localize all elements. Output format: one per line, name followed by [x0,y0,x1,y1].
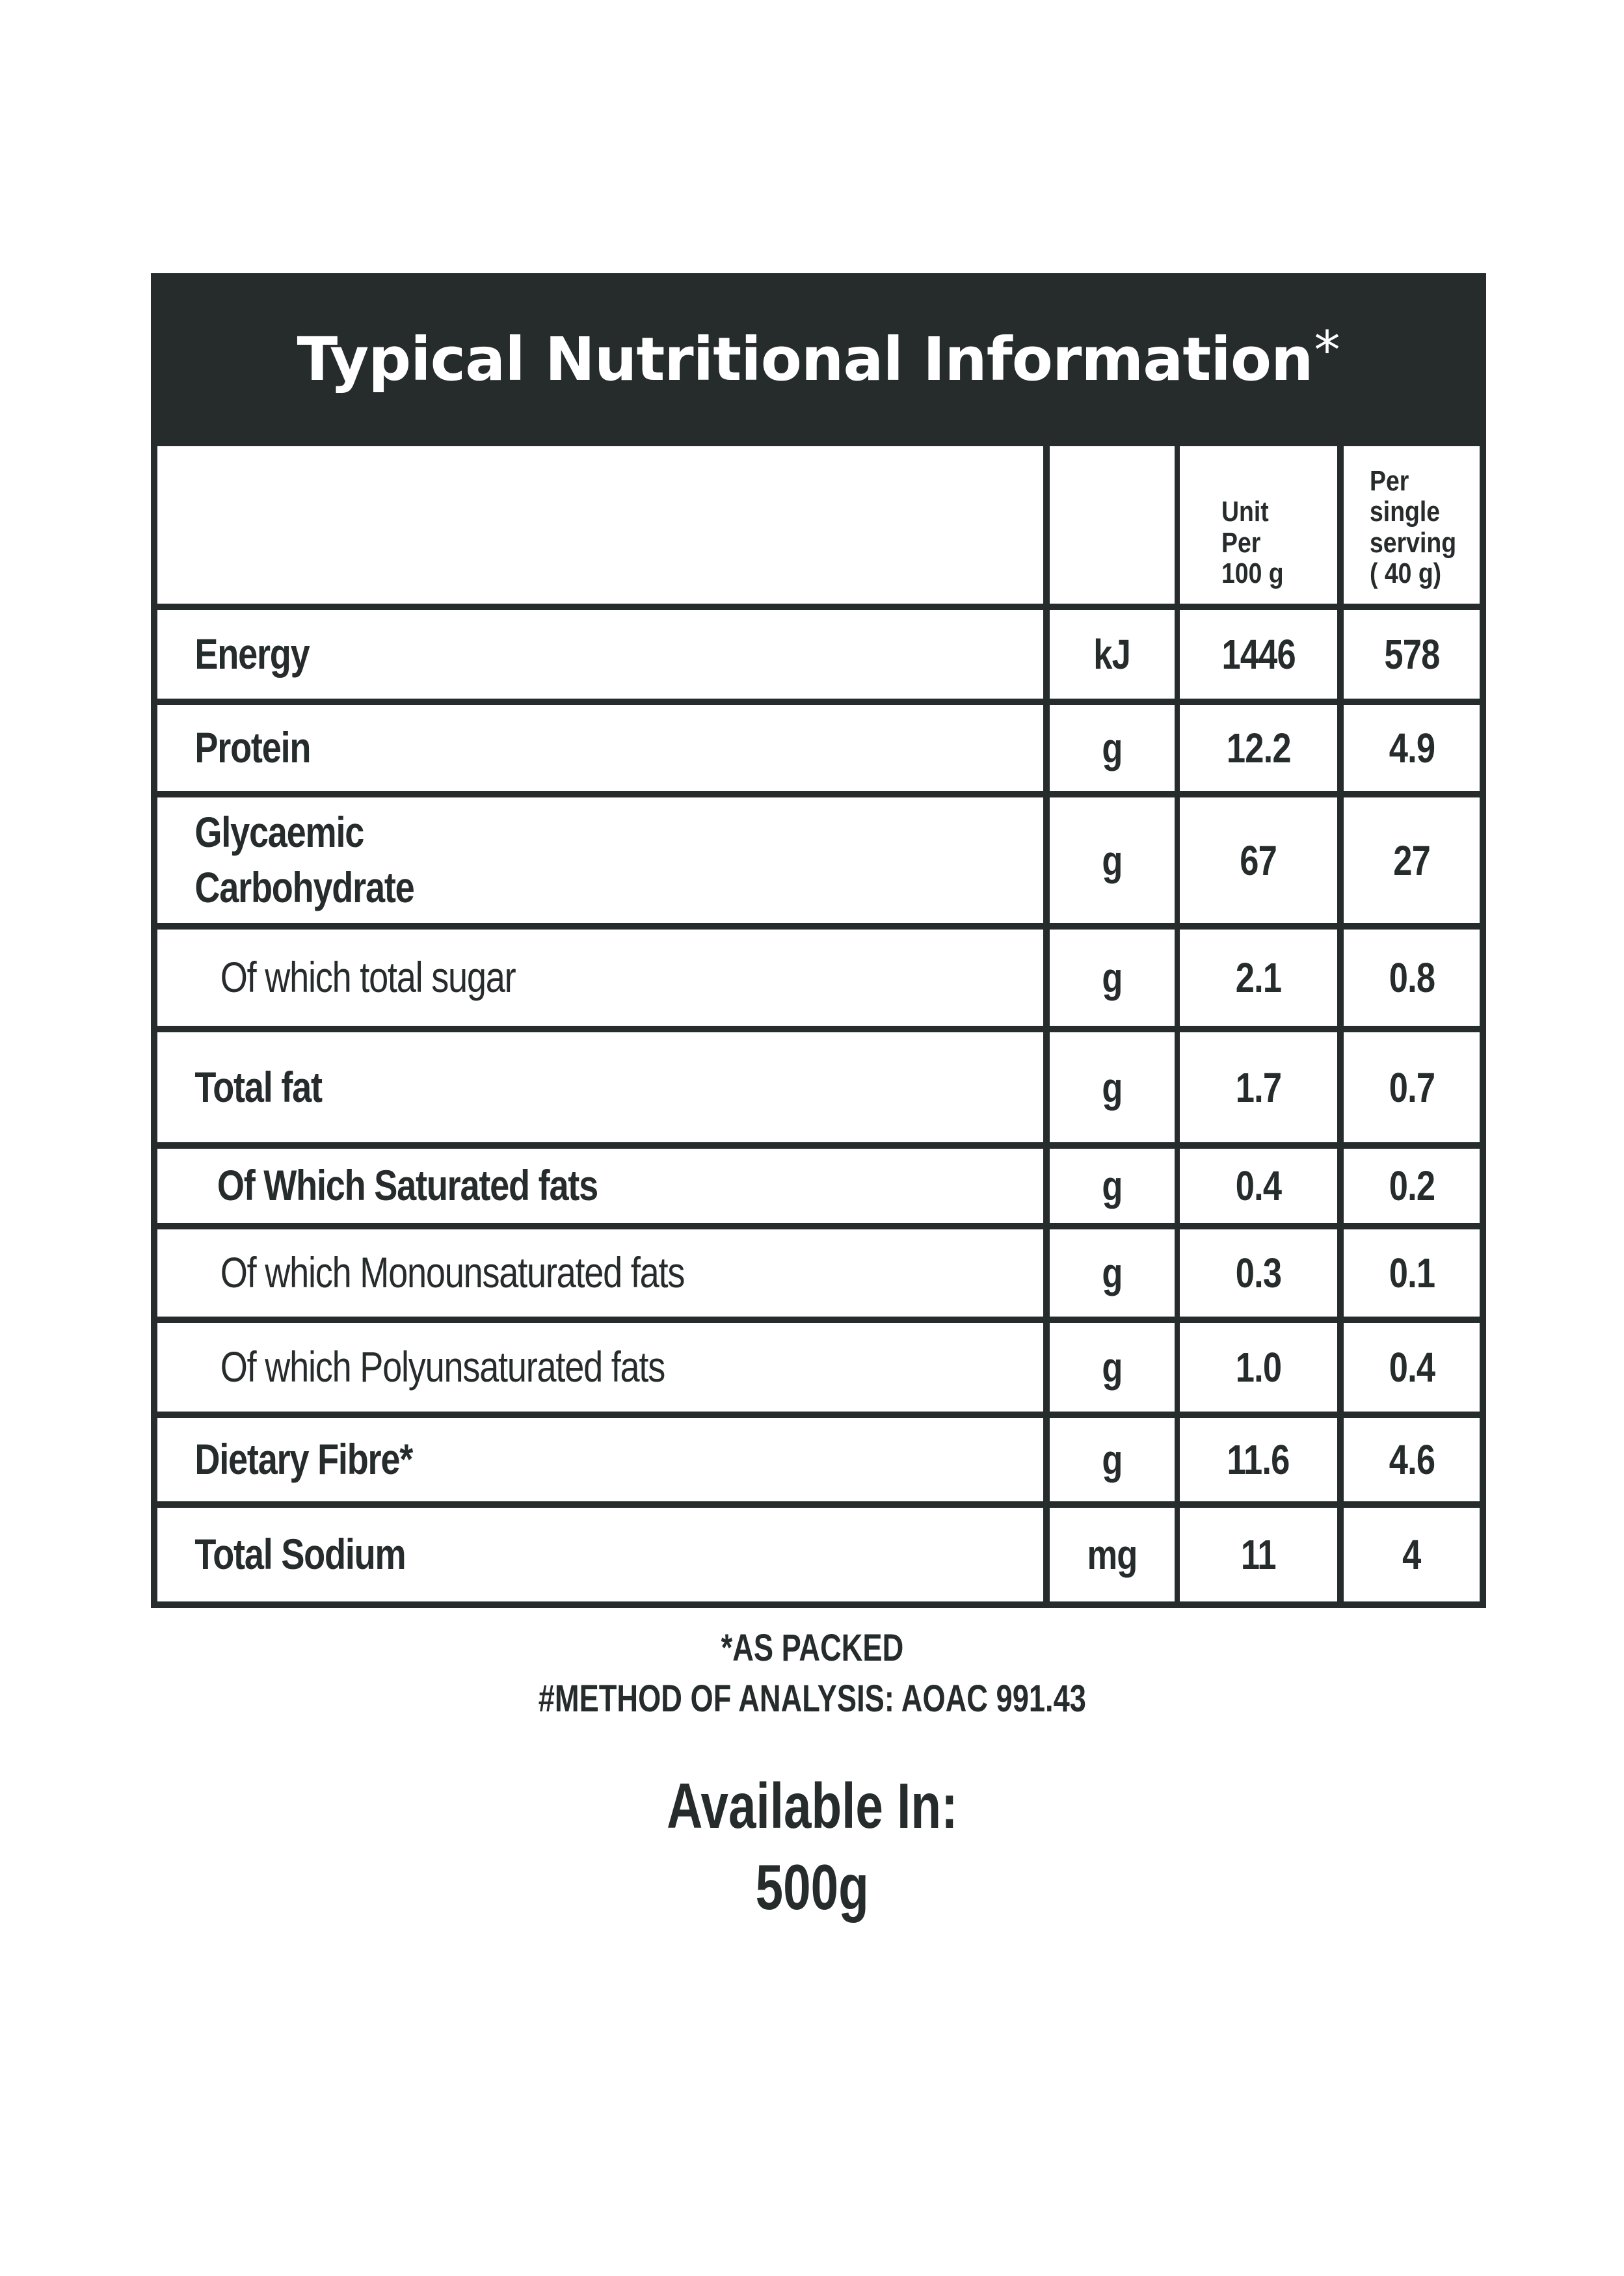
value-per-serving-text: 4.6 [1389,1436,1435,1483]
value-per-serving [1344,797,1480,923]
value-per-serving-text: 578 [1383,631,1440,678]
nutrient-name [157,705,1043,791]
header-line: serving [1370,526,1457,559]
value-per-100g [1180,930,1337,1026]
value-per-100g [1180,1418,1337,1501]
nutrient-unit-text: g [1102,1064,1123,1111]
value-per-100g-text: 1446 [1221,631,1296,678]
nutrient-unit [1050,610,1175,699]
nutrient-unit [1050,1032,1175,1142]
value-per-100g-text: 12.2 [1226,725,1291,771]
nutrient-unit [1050,1229,1175,1317]
nutrient-unit-text: g [1102,1436,1123,1483]
header-line: ( 40 g) [1370,557,1442,590]
value-per-serving [1344,1508,1480,1601]
nutrition-table [151,273,1486,1608]
nutrient-name-line: Of which Monounsaturated fats [220,1248,685,1297]
value-per-100g-text: 67 [1240,837,1277,884]
table-title-bar [155,277,1482,441]
nutrient-unit [1050,1418,1175,1501]
value-per-serving [1344,1032,1480,1142]
value-per-serving [1344,1323,1480,1412]
nutrient-unit-text: g [1102,1344,1123,1391]
header-per-serving [1344,446,1480,604]
nutrient-unit-text: g [1102,1162,1123,1209]
value-per-100g-text: 1.7 [1235,1064,1282,1111]
nutrient-name [157,1229,1043,1317]
title-asterisk: * [1314,319,1340,381]
nutrient-unit [1050,705,1175,791]
value-per-100g [1180,1323,1337,1412]
nutrient-name-line: Of which Polyunsaturated fats [220,1343,665,1391]
nutrient-name [157,1032,1043,1142]
value-per-serving-text: 4.9 [1389,725,1435,771]
value-per-100g-text: 11 [1241,1531,1276,1578]
nutrient-name [157,1508,1043,1601]
nutrient-name [157,797,1043,923]
table-title: Typical Nutritional Information [297,324,1313,394]
header-line: 100 g [1221,557,1284,590]
nutrient-unit [1050,1323,1175,1412]
value-per-serving-text: 4 [1402,1531,1421,1578]
header-per-100g [1180,446,1337,604]
nutrient-name [157,930,1043,1026]
value-per-serving-text: 0.4 [1389,1344,1435,1391]
header-line: Unit [1221,496,1269,528]
value-per-serving-text: 0.1 [1389,1250,1435,1296]
header-unit-cell [1050,446,1175,604]
value-per-serving [1344,1149,1480,1223]
value-per-100g [1180,610,1337,699]
value-per-serving-text: 27 [1393,837,1430,884]
nutrient-unit-text: g [1102,954,1123,1001]
nutrient-name-line: Of Which Saturated fats [217,1161,598,1210]
nutrient-unit-text: g [1102,837,1123,884]
nutrient-unit-text: kJ [1093,631,1131,678]
value-per-serving [1344,705,1480,791]
nutrient-name [157,1149,1043,1223]
nutrient-name [157,1418,1043,1501]
as-packed-note: *AS PACKED [721,1627,903,1669]
nutrient-unit [1050,930,1175,1026]
value-per-serving [1344,610,1480,699]
nutrient-name-line: Total fat [194,1062,322,1111]
value-per-100g-text: 0.3 [1235,1250,1282,1296]
value-per-100g [1180,1508,1337,1601]
value-per-100g-text: 1.0 [1235,1344,1282,1391]
nutrient-name-line: Glycaemic [194,807,364,856]
value-per-100g [1180,705,1337,791]
nutrient-unit-text: g [1102,1250,1123,1296]
header-line: single [1370,496,1441,528]
nutrient-name-line: Energy [194,630,310,678]
value-per-serving-text: 0.7 [1389,1064,1435,1111]
value-per-100g-text: 11.6 [1227,1436,1290,1483]
nutrient-name-line: Total Sodium [194,1530,406,1579]
nutrient-unit-text: mg [1087,1531,1138,1578]
value-per-100g [1180,797,1337,923]
value-per-serving [1344,1229,1480,1317]
value-per-100g [1180,1229,1337,1317]
value-per-serving-text: 0.8 [1389,954,1435,1001]
nutrient-unit [1050,1149,1175,1223]
nutrient-unit [1050,797,1175,923]
value-per-100g-text: 2.1 [1235,954,1282,1001]
nutrient-name [157,610,1043,699]
method-note: #METHOD OF ANALYSIS: AOAC 991.43 [538,1678,1086,1720]
nutrient-unit-text: g [1102,725,1123,771]
nutrient-unit [1050,1508,1175,1601]
nutrient-name [157,1323,1043,1412]
pack-size: 500g [755,1851,869,1923]
header-line: Per [1370,464,1409,497]
value-per-100g-text: 0.4 [1235,1162,1282,1209]
nutrient-name-line: Protein [194,723,311,772]
nutrient-name-line: Dietary Fibre* [194,1435,413,1484]
available-in-label: Available In: [666,1770,958,1841]
value-per-serving-text: 0.2 [1389,1162,1435,1209]
nutrient-name-line: Of which total sugar [220,953,516,1002]
value-per-serving [1344,1418,1480,1501]
header-blank-cell [157,446,1043,604]
value-per-serving [1344,930,1480,1026]
value-per-100g [1180,1149,1337,1223]
header-line: Per [1221,526,1261,559]
value-per-100g [1180,1032,1337,1142]
nutrient-name-line: Carbohydrate [194,863,414,912]
